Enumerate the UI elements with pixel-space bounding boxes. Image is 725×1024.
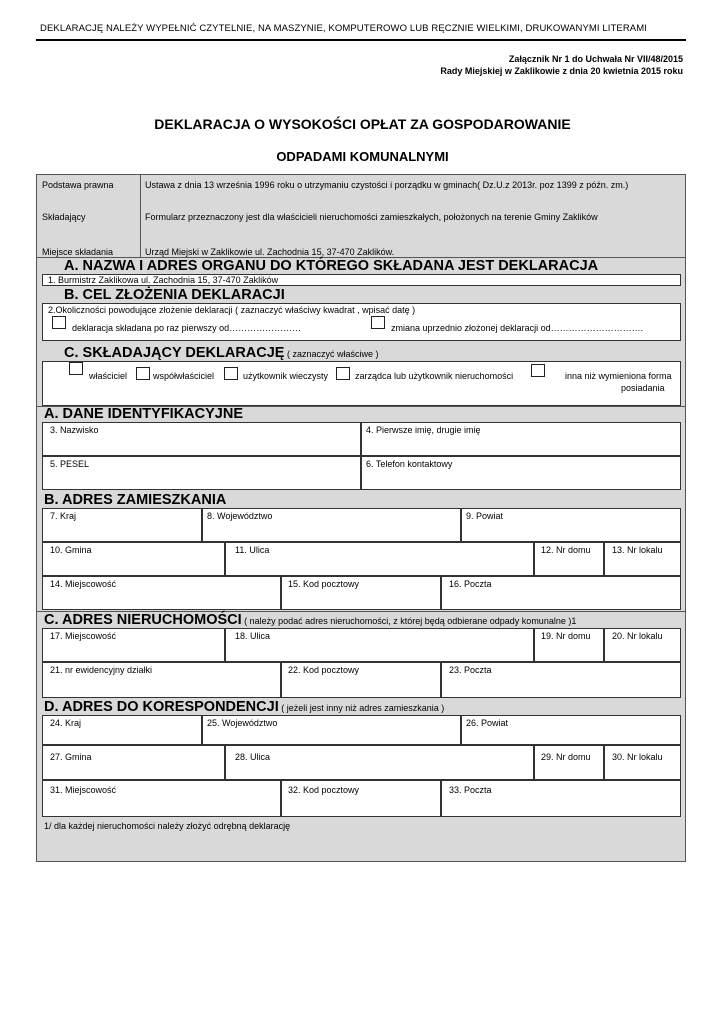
nr-dzialki-label: 21. nr ewidencyjny działki bbox=[50, 665, 153, 675]
kor-ulica-label: 28. Ulica bbox=[235, 752, 271, 762]
cel-note: 2.Okoliczności powodujące złożenie deklaracji ( zaznaczyć właściwy kwadrat , wpisać datę ) bbox=[48, 305, 416, 315]
kor-powiat-label: 26. Powiat bbox=[466, 718, 509, 728]
skladajacy-hint: ( zaznaczyć właściwe ) bbox=[284, 349, 379, 359]
wlasciciel-label: właściciel bbox=[89, 371, 128, 381]
first-declaration-label: deklaracja składana po raz pierwszy od…………………… bbox=[72, 323, 302, 333]
nier-poczta-label: 23. Poczta bbox=[449, 665, 492, 675]
podstawa-label: Podstawa prawna bbox=[42, 180, 114, 190]
kor-wojewodztwo-label: 25. Województwo bbox=[207, 718, 278, 728]
wojewodztwo-label: 8. Województwo bbox=[207, 511, 273, 521]
powiat-label: 9. Powiat bbox=[466, 511, 504, 521]
uzytkownik-wieczysty-checkbox[interactable] bbox=[224, 367, 238, 380]
inna-forma-checkbox[interactable] bbox=[531, 364, 545, 377]
section-organ-heading: A. NAZWA I ADRES ORGANU DO KTÓREGO SKŁADANA JEST DEKLARACJA bbox=[64, 258, 599, 274]
header-divider bbox=[140, 175, 141, 257]
nier-nr-lokalu-label: 20. Nr lokalu bbox=[612, 631, 663, 641]
gmina-label: 10. Gmina bbox=[50, 545, 92, 555]
pesel-input[interactable] bbox=[42, 456, 361, 490]
attachment-line-2: Rady Miejskiej w Zaklikowie z dnia 20 kwietnia 2015 roku bbox=[440, 66, 683, 76]
nr-domu-label: 12. Nr domu bbox=[541, 545, 591, 555]
miejsce-label: Miejsce składania bbox=[42, 247, 114, 257]
attachment-note bbox=[440, 53, 683, 77]
poczta-label: 16. Poczta bbox=[449, 579, 492, 589]
ulica-label: 11. Ulica bbox=[235, 545, 270, 555]
zarzadca-label: zarządca lub użytkownik nieruchomości bbox=[355, 371, 514, 381]
kor-kraj-label: 24. Kraj bbox=[50, 718, 82, 728]
kor-poczta-label: 33. Poczta bbox=[449, 785, 492, 795]
section-dane-heading: A. DANE IDENTYFIKACYJNE bbox=[44, 406, 243, 422]
section-skladajacy-heading bbox=[64, 345, 379, 361]
miejscowosc-label: 14. Miejscowość bbox=[50, 579, 117, 589]
podstawa-value: Ustawa z dnia 13 września 1996 roku o utrzymaniu czystości i porządku w gminach( Dz.U.z 2013r. poz 1399 z późn. zm.) bbox=[145, 180, 629, 190]
adres-korespondencji-heading-text: D. ADRES DO KORESPONDENCJI bbox=[44, 699, 279, 715]
adres-korespondencji-hint: ( jeżeli jest inny niż adres zamieszkania ) bbox=[278, 703, 445, 713]
kraj-label: 7. Kraj bbox=[50, 511, 77, 521]
document-title: DEKLARACJA O WYSOKOŚCI OPŁAT ZA GOSPODAROWANIE bbox=[154, 116, 571, 132]
kor-gmina-input[interactable] bbox=[42, 745, 225, 780]
section-adres-zamieszkania-heading: B. ADRES ZAMIESZKANIA bbox=[44, 492, 227, 508]
change-declaration-checkbox[interactable] bbox=[371, 316, 385, 329]
organ-value: 1. Burmistrz Zaklikowa ul. Zachodnia 15, 37-470 Zaklików bbox=[48, 275, 279, 285]
top-rule bbox=[36, 39, 686, 41]
footnote: 1/ dla każdej nieruchomości należy złożyć odrębną deklarację bbox=[44, 821, 291, 831]
nier-kod-pocztowy-label: 22. Kod pocztowy bbox=[288, 665, 360, 675]
nier-nr-domu-label: 19. Nr domu bbox=[541, 631, 591, 641]
posiadania-label: posiadania bbox=[621, 383, 665, 393]
top-notice: DEKLARACJĘ NALEŻY WYPEŁNIĆ CZYTELNIE, NA MASZYNIE, KOMPUTEROWO LUB RĘCZNIE WIELKIMI, DRUKOWANYMI LITERAMI bbox=[40, 23, 647, 34]
miejsce-value: Urząd Miejski w Zaklikowie ul. Zachodnia 15, 37-470 Zaklików. bbox=[145, 247, 395, 257]
change-declaration-label: zmiana uprzednio złożonej deklaracji od…………………………. bbox=[391, 323, 644, 333]
kor-miejscowosc-label: 31. Miejscowość bbox=[50, 785, 117, 795]
skladajacy-label: Składający bbox=[42, 212, 86, 222]
wspolwlasciciel-checkbox[interactable] bbox=[136, 367, 150, 380]
kor-kod-pocztowy-label: 32. Kod pocztowy bbox=[288, 785, 360, 795]
adres-nieruchomosci-heading-text: C. ADRES NIERUCHOMOŚCI bbox=[44, 612, 242, 628]
adres-nieruchomosci-hint: ( należy podać adres nieruchomości, z której będą odbierane odpady komunalne )1 bbox=[241, 616, 577, 626]
kod-pocztowy-label: 15. Kod pocztowy bbox=[288, 579, 360, 589]
pesel-label: 5. PESEL bbox=[50, 459, 90, 469]
kor-nr-domu-label: 29. Nr domu bbox=[541, 752, 591, 762]
nier-miejscowosc-label: 17. Miejscowość bbox=[50, 631, 117, 641]
zarzadca-checkbox[interactable] bbox=[336, 367, 350, 380]
section-cel-heading: B. CEL ZŁOŻENIA DEKLARACJI bbox=[64, 287, 285, 303]
section-adres-nieruchomosci-heading bbox=[44, 612, 576, 628]
imie-label: 4. Pierwsze imię, drugie imię bbox=[366, 425, 481, 435]
uzytkownik-wieczysty-label: użytkownik wieczysty bbox=[243, 371, 329, 381]
wspolwlasciciel-label: współwłaściciel bbox=[153, 371, 215, 381]
wlasciciel-checkbox[interactable] bbox=[69, 362, 83, 375]
kor-gmina-label: 27. Gmina bbox=[50, 752, 92, 762]
skladajacy-heading-text: C. SKŁADAJĄCY DEKLARACJĘ bbox=[64, 345, 285, 361]
nr-lokalu-label: 13. Nr lokalu bbox=[612, 545, 663, 555]
section-adres-korespondencji-heading bbox=[44, 699, 444, 715]
kor-ulica-input[interactable] bbox=[225, 745, 534, 780]
first-declaration-checkbox[interactable] bbox=[52, 316, 66, 329]
nazwisko-label: 3. Nazwisko bbox=[50, 425, 99, 435]
document-subtitle: ODPADAMI KOMUNALNYMI bbox=[276, 149, 449, 164]
kor-nr-lokalu-input[interactable] bbox=[604, 745, 681, 780]
telefon-label: 6. Telefon kontaktowy bbox=[366, 459, 453, 469]
nier-ulica-input[interactable] bbox=[225, 628, 534, 662]
nier-ulica-label: 18. Ulica bbox=[235, 631, 271, 641]
kor-nr-domu-input[interactable] bbox=[534, 745, 604, 780]
inna-forma-label: inna niż wymieniona forma bbox=[565, 371, 672, 381]
kor-nr-lokalu-label: 30. Nr lokalu bbox=[612, 752, 663, 762]
ulica-input[interactable] bbox=[225, 542, 534, 576]
attachment-line-1: Załącznik Nr 1 do Uchwała Nr VII/48/2015 bbox=[508, 54, 683, 64]
skladajacy-value: Formularz przeznaczony jest dla właścicieli nieruchomości zamieszkałych, położonych na terenie Gminy Zaklików bbox=[145, 212, 598, 222]
